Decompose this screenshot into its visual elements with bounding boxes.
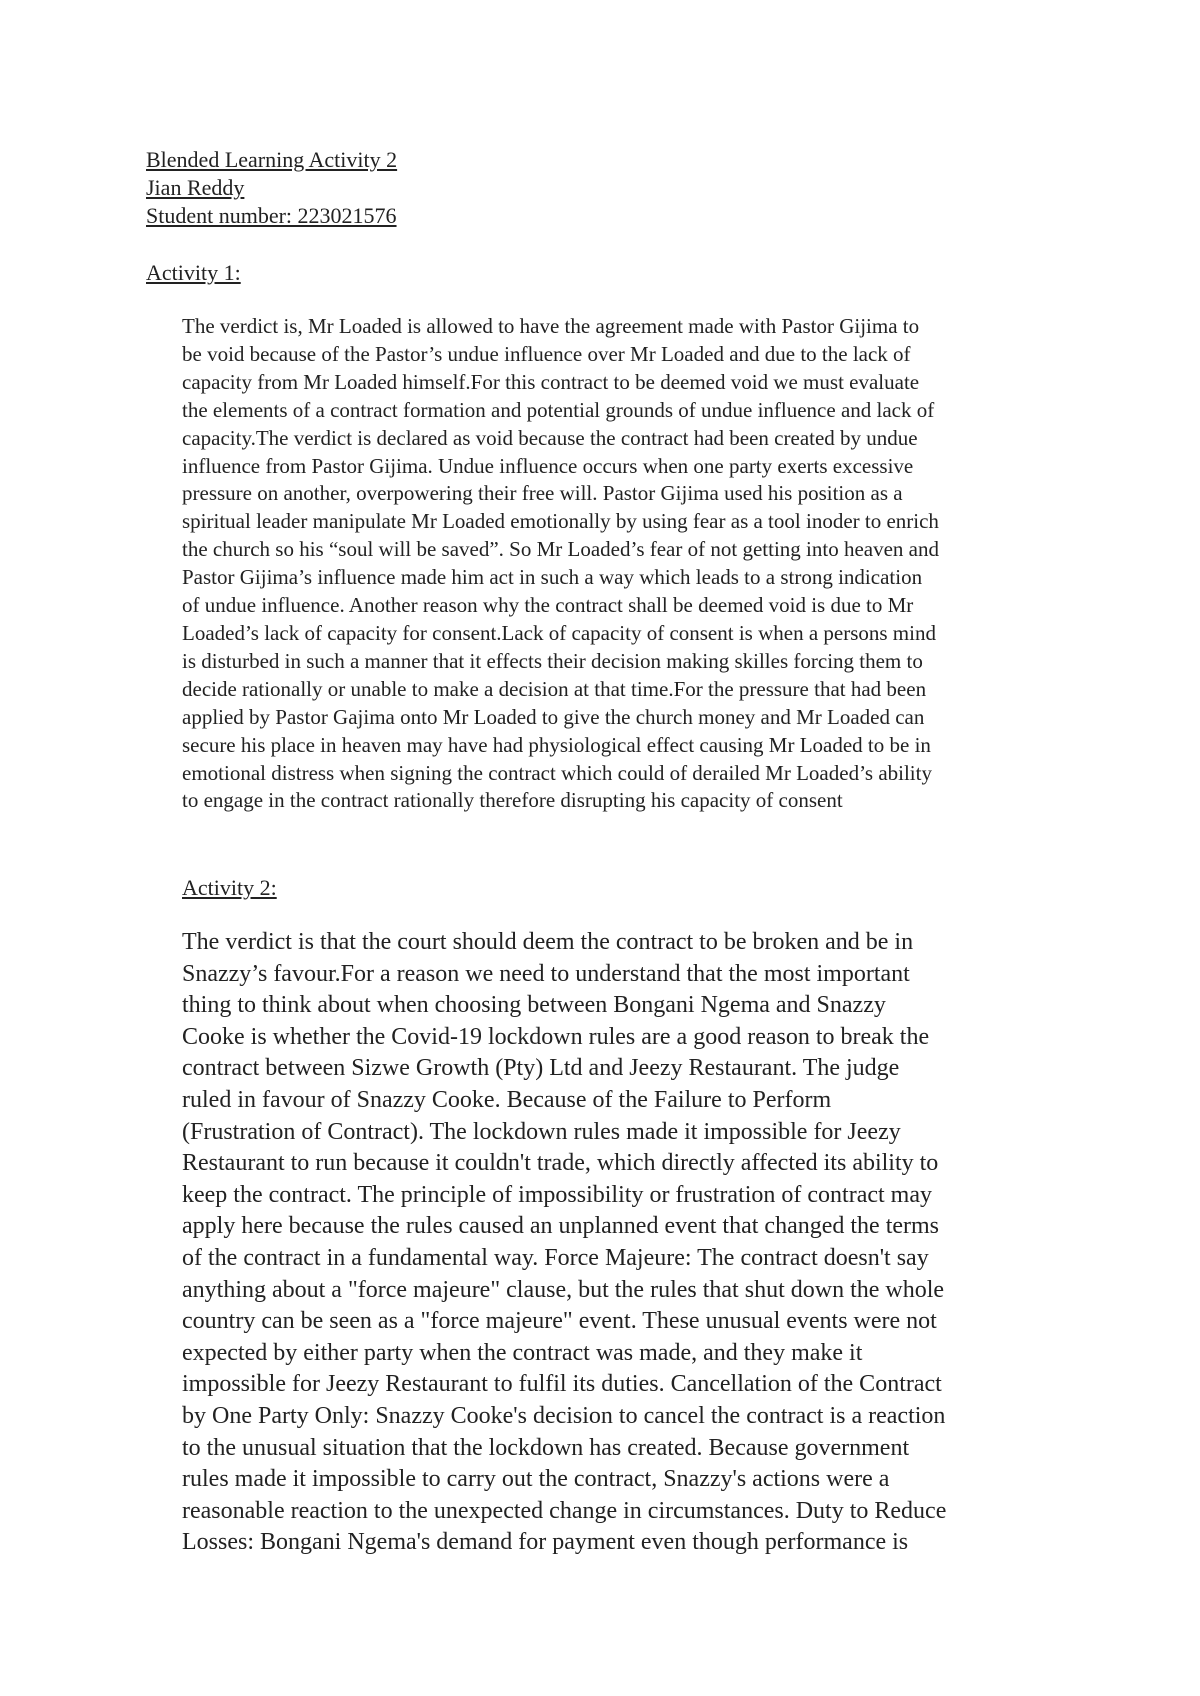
- paragraph-line: anything about a "force majeure" clause, but the rules that shut down the whole: [182, 1276, 945, 1303]
- paragraph-line: country can be seen as a "force majeure" event. These unusual events were not: [182, 1308, 937, 1335]
- activity-1-heading: Activity 1:: [146, 260, 241, 285]
- paragraph-line: expected by either party when the contract was made, and they make it: [182, 1339, 863, 1366]
- paragraph-line: (Frustration of Contract). The lockdown rules made it impossible for Jeezy: [182, 1118, 901, 1145]
- paragraph-line: be void because of the Pastor’s undue influence over Mr Loaded and due to the lack of: [182, 341, 911, 366]
- paragraph-line: Restaurant to run because it couldn't trade, which directly affected its ability to: [182, 1150, 939, 1177]
- paragraph-line: of the contract in a fundamental way. Force Majeure: The contract doesn't say: [182, 1244, 929, 1271]
- paragraph-line: is disturbed in such a manner that it effects their decision making skilles forcing them to: [182, 648, 923, 673]
- paragraph-line: reasonable reaction to the unexpected change in circumstances. Duty to Reduce: [182, 1497, 947, 1524]
- paragraph-line: Loaded’s lack of capacity for consent.Lack of capacity of consent is when a persons mind: [182, 620, 936, 645]
- paragraph-line: spiritual leader manipulate Mr Loaded emotionally by using fear as a tool inoder to enrich: [182, 509, 939, 534]
- activity-2-heading: Activity 2:: [182, 875, 277, 900]
- paragraph-line: secure his place in heaven may have had physiological effect causing Mr Loaded to be in: [182, 732, 931, 757]
- student-name: Jian Reddy: [146, 175, 245, 200]
- paragraph-line: The verdict is that the court should deem the contract to be broken and be in: [182, 929, 914, 955]
- paragraph-line: ruled in favour of Snazzy Cooke. Because of the Failure to Perform: [182, 1086, 832, 1113]
- paragraph-line: of undue influence. Another reason why the contract shall be deemed void is due to Mr: [182, 593, 914, 618]
- paragraph-line: decide rationally or unable to make a decision at that time.For the pressure that had been: [182, 676, 927, 701]
- document-title: Blended Learning Activity 2: [146, 147, 398, 172]
- paragraph-line: to engage in the contract rationally therefore disrupting his capacity of consent: [182, 788, 843, 813]
- paragraph-line: applied by Pastor Gajima onto Mr Loaded to give the church money and Mr Loaded can: [182, 704, 925, 729]
- paragraph-line: to the unusual situation that the lockdown has created. Because government: [182, 1434, 910, 1461]
- paragraph-line: Cooke is whether the Covid-19 lockdown rules are a good reason to break the: [182, 1023, 930, 1050]
- paragraph-line: the elements of a contract formation and potential grounds of undue influence and lack of: [182, 397, 935, 422]
- paragraph-line: by One Party Only: Snazzy Cooke's decision to cancel the contract is a reaction: [182, 1402, 946, 1429]
- paragraph-line: The verdict is, Mr Loaded is allowed to have the agreement made with Pastor Gijima to: [182, 314, 920, 338]
- paragraph-line: apply here because the rules caused an unplanned event that changed the terms: [182, 1213, 940, 1240]
- paragraph-line: pressure on another, overpowering their free will. Pastor Gijima used his position as a: [182, 481, 903, 506]
- activity-1-body: [182, 313, 1072, 815]
- paragraph-line: contract between Sizwe Growth (Pty) Ltd and Jeezy Restaurant. The judge: [182, 1055, 900, 1082]
- paragraph-line: impossible for Jeezy Restaurant to fulfil its duties. Cancellation of the Contract: [182, 1371, 942, 1398]
- paragraph-line: capacity.The verdict is declared as void because the contract had been created by undue: [182, 425, 918, 450]
- paragraph-line: Pastor Gijima’s influence made him act in such a way which leads to a strong indication: [182, 565, 923, 590]
- paragraph-line: emotional distress when signing the contract which could of derailed Mr Loaded’s ability: [182, 760, 932, 785]
- paragraph-line: rules made it impossible to carry out the contract, Snazzy's actions were a: [182, 1466, 890, 1493]
- document-header: [146, 146, 397, 230]
- paragraph-line: capacity from Mr Loaded himself.For this contract to be deemed void we must evaluate: [182, 369, 920, 394]
- activity-2-body: [182, 927, 1082, 1559]
- paragraph-line: keep the contract. The principle of impossibility or frustration of contract may: [182, 1181, 932, 1208]
- paragraph-line: Losses: Bongani Ngema's demand for payment even though performance is: [182, 1529, 909, 1556]
- paragraph-line: the church so his “soul will be saved”. So Mr Loaded’s fear of not getting into heaven and: [182, 537, 939, 562]
- student-number: Student number: 223021576: [146, 203, 397, 228]
- paragraph-line: influence from Pastor Gijima. Undue influence occurs when one party exerts excessive: [182, 453, 914, 478]
- paragraph-line: Snazzy’s favour.For a reason we need to understand that the most important: [182, 960, 910, 987]
- paragraph-line: thing to think about when choosing between Bongani Ngema and Snazzy: [182, 992, 886, 1019]
